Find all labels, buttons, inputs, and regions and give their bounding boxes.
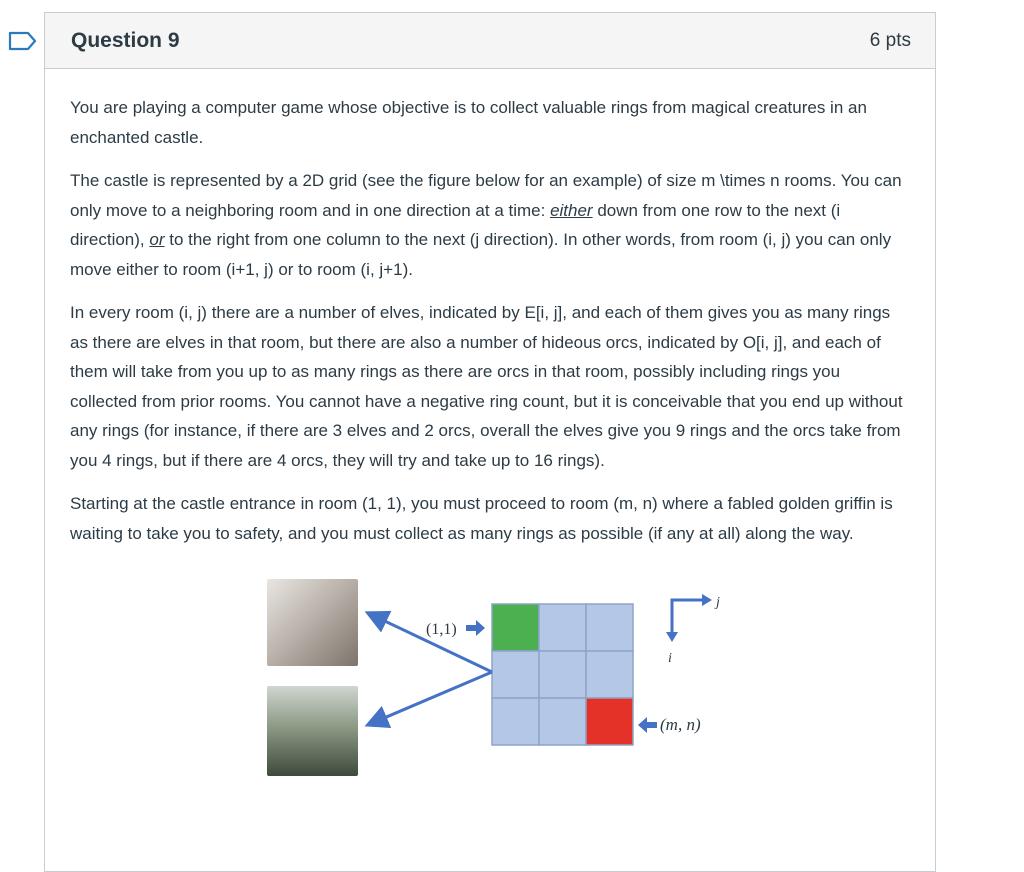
axis-j-label: j xyxy=(716,595,720,610)
bookmark-flag-icon[interactable] xyxy=(8,31,38,51)
paragraph-grid xyxy=(70,166,910,284)
room-grid xyxy=(492,604,633,745)
paragraph-elves-orcs xyxy=(70,298,910,475)
question-points: 6 pts xyxy=(869,29,911,51)
question-body xyxy=(45,69,935,786)
j-axis-arrow xyxy=(672,600,704,610)
paragraph-goal-text: Starting at the castle entrance in room (1, 1), you must proceed to room (m, n) where a fabled golden griffin is waiting to take you to safety, and you must collect as many rings as possible (if any at all) along the way. xyxy=(70,494,893,543)
question-title: Question 9 xyxy=(71,28,180,52)
paragraph-grid-text-a: The castle is represented by a 2D grid (see the figure below for an example) of size m \times n rooms. You can only move to a neighboring room and in one direction at a time: xyxy=(70,171,902,220)
start-label: (1,1) xyxy=(426,621,457,638)
room xyxy=(586,651,633,698)
castle-grid-figure xyxy=(252,564,734,786)
paragraph-intro xyxy=(70,93,910,152)
paragraph-grid-text-c: to the right from one column to the next (j direction). In other words, from room (i, j) you can only move either to room (i+1, j) or to room (i, j+1). xyxy=(70,230,892,279)
paragraph-intro-text: You are playing a computer game whose objective is to collect valuable rings from magical creatures in an enchanted castle. xyxy=(70,98,867,147)
room xyxy=(539,651,586,698)
room-end xyxy=(586,698,633,745)
question-header xyxy=(45,13,935,69)
emphasis-or: or xyxy=(149,230,165,249)
end-label: (m, n) xyxy=(660,715,701,734)
paragraph-goal xyxy=(70,489,910,548)
emphasis-either: either xyxy=(550,200,593,220)
paragraph-elves-orcs-text: In every room (i, j) there are a number of elves, indicated by E[i, j], and each of them gives you as many rings as there are elves in that room, but there are also a number of hideous orcs, indicated by O[i, j], and each of them will take from you up to as many rings as there are orcs in that room, possibly including rings you collected from prior rooms. You cannot have a negative ring count, but it is conceivable that you end up without any rings (for instance, if there are 3 elves and 2 orcs, overall the elves give you 9 rings and the orcs take from you 4 rings, but if there are 4 orcs, they will try and take up to 16 rings). xyxy=(70,303,903,470)
room xyxy=(586,604,633,651)
room xyxy=(539,698,586,745)
grid-diagram xyxy=(252,564,734,786)
start-arrow-icon xyxy=(466,620,485,636)
room-start xyxy=(492,604,539,651)
axis-i-label: i xyxy=(668,651,672,666)
paragraph-grid-text-b: down from one row to the next (i direction), xyxy=(70,200,841,249)
room xyxy=(492,698,539,745)
end-arrow-icon xyxy=(638,717,657,733)
question-card xyxy=(44,12,936,872)
orc-pointer-arrow xyxy=(370,672,492,724)
room xyxy=(539,604,586,651)
room xyxy=(492,651,539,698)
